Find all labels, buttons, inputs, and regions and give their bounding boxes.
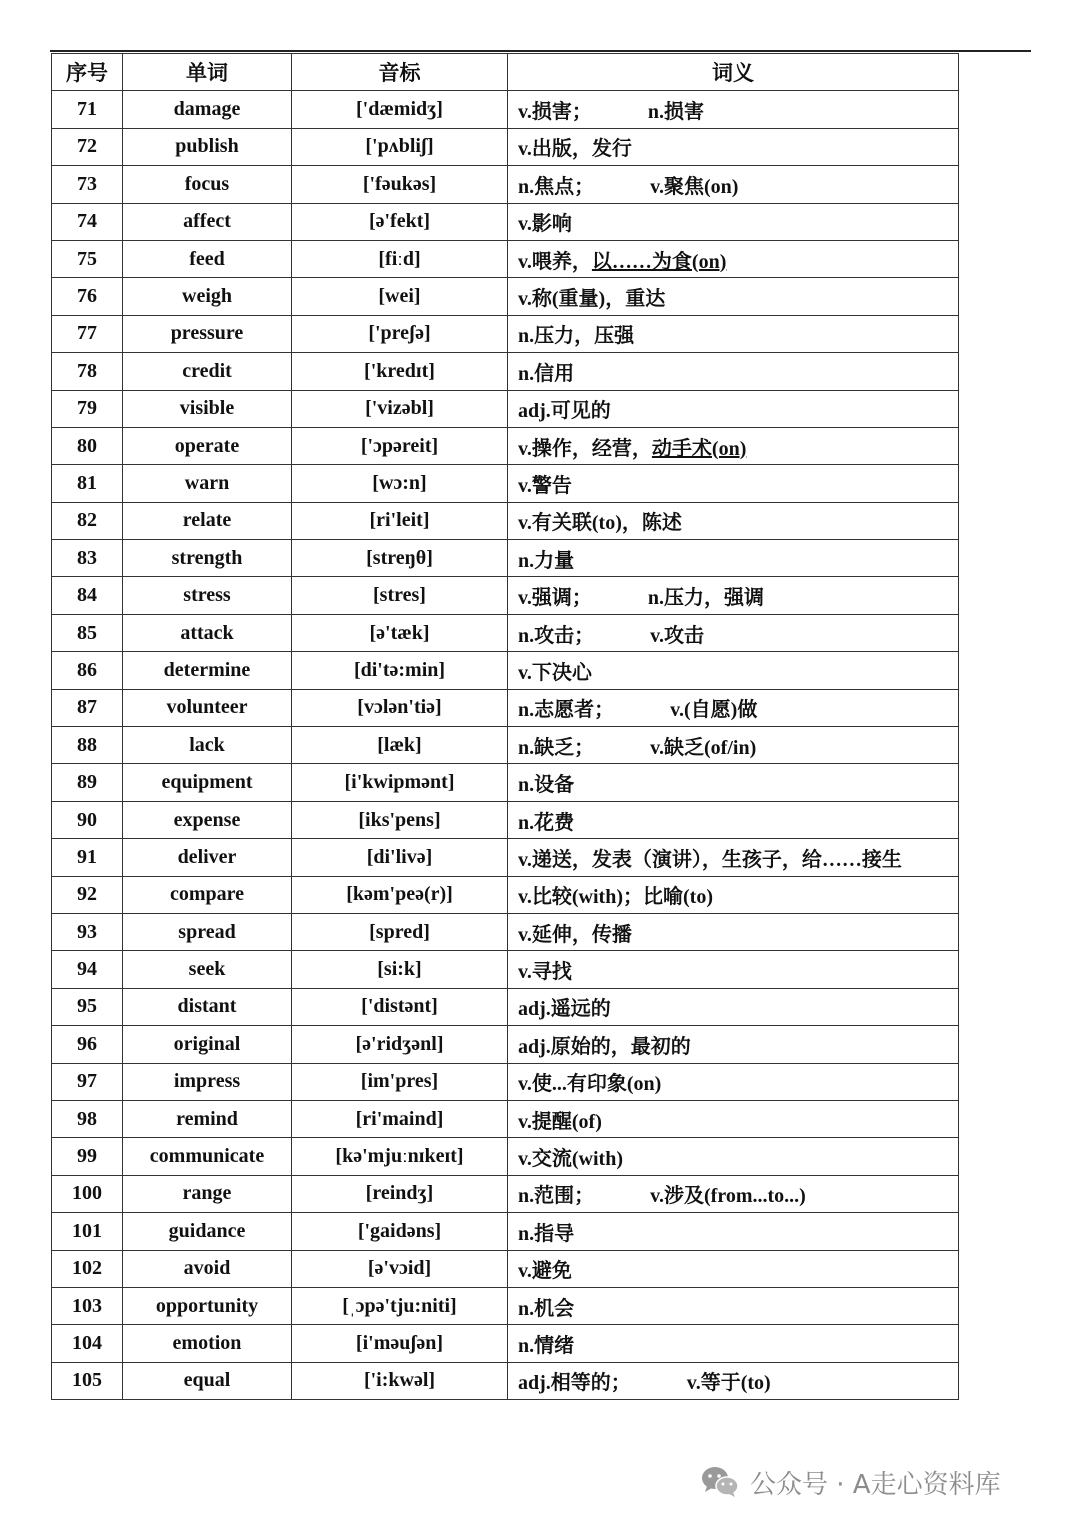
row-meaning <box>508 801 959 838</box>
row-number: 99 <box>52 1138 123 1175</box>
row-number: 97 <box>52 1063 123 1100</box>
row-phonetic: ['gaidəns] <box>292 1213 508 1250</box>
row-word: deliver <box>123 839 292 876</box>
row-phonetic: [streŋθ] <box>292 540 508 577</box>
row-number: 74 <box>52 203 123 240</box>
table-row <box>52 1063 959 1100</box>
row-meaning <box>508 390 959 427</box>
row-number: 96 <box>52 1026 123 1063</box>
row-meaning <box>508 128 959 165</box>
row-word: determine <box>123 652 292 689</box>
meaning-primary: adj.可见的 <box>518 400 611 423</box>
row-word: operate <box>123 427 292 464</box>
row-phonetic: [ri'leit] <box>292 502 508 539</box>
vocabulary-table <box>51 53 959 1400</box>
row-meaning <box>508 1138 959 1175</box>
row-meaning <box>508 1325 959 1362</box>
meaning-primary: adj.相等的； <box>518 1372 631 1395</box>
row-meaning <box>508 652 959 689</box>
row-number: 76 <box>52 278 123 315</box>
row-number: 75 <box>52 240 123 277</box>
row-meaning <box>508 540 959 577</box>
table-row <box>52 652 959 689</box>
row-number: 79 <box>52 390 123 427</box>
row-meaning <box>508 988 959 1025</box>
row-word: publish <box>123 128 292 165</box>
meaning-primary: v.寻找 <box>518 961 572 984</box>
table-row <box>52 689 959 726</box>
row-word: visible <box>123 390 292 427</box>
row-word: original <box>123 1026 292 1063</box>
row-meaning <box>508 689 959 726</box>
row-number: 72 <box>52 128 123 165</box>
row-word: opportunity <box>123 1287 292 1324</box>
row-phonetic: ['i:kwəl] <box>292 1362 508 1399</box>
meaning-primary: v.操作，经营， <box>518 437 652 460</box>
row-word: impress <box>123 1063 292 1100</box>
row-meaning <box>508 1175 959 1212</box>
row-phonetic: ['kredɪt] <box>292 353 508 390</box>
meaning-primary: n.情绪 <box>518 1334 575 1357</box>
meaning-primary: v.交流(with) <box>518 1148 623 1171</box>
meaning-secondary: n.损害 <box>647 101 705 124</box>
meaning-primary: n.范围； <box>518 1185 595 1208</box>
meaning-primary: v.有关联(to)，陈述 <box>518 512 682 535</box>
meaning-primary: v.警告 <box>518 474 572 497</box>
table-row <box>52 128 959 165</box>
meaning-primary: v.递送，发表（演讲），生孩子，给……接生 <box>518 848 902 871</box>
meaning-primary: n.指导 <box>518 1222 575 1245</box>
table-row <box>52 839 959 876</box>
row-number: 84 <box>52 577 123 614</box>
table-row <box>52 1362 959 1399</box>
row-word: guidance <box>123 1213 292 1250</box>
row-number: 91 <box>52 839 123 876</box>
header-word: 单词 <box>123 54 292 91</box>
row-phonetic: [kə'mjuːnɪkeɪt] <box>292 1138 508 1175</box>
row-meaning <box>508 839 959 876</box>
row-phonetic: ['preʃə] <box>292 315 508 352</box>
row-number: 101 <box>52 1213 123 1250</box>
row-word: damage <box>123 91 292 128</box>
row-number: 81 <box>52 465 123 502</box>
table-row <box>52 540 959 577</box>
meaning-secondary: n.压力，强调 <box>647 587 765 610</box>
row-phonetic: ['ɔpəreit] <box>292 427 508 464</box>
row-number: 90 <box>52 801 123 838</box>
table-header-row <box>52 54 959 91</box>
row-number: 92 <box>52 876 123 913</box>
table-row <box>52 203 959 240</box>
row-phonetic: [vɔlən'tiə] <box>292 689 508 726</box>
header-phonetic: 音标 <box>292 54 508 91</box>
row-meaning <box>508 1100 959 1137</box>
table-row <box>52 801 959 838</box>
row-number: 73 <box>52 166 123 203</box>
row-number: 82 <box>52 502 123 539</box>
row-meaning <box>508 240 959 277</box>
row-meaning <box>508 91 959 128</box>
table-row <box>52 427 959 464</box>
row-word: equipment <box>123 764 292 801</box>
row-phonetic: [i'məuʃən] <box>292 1325 508 1362</box>
row-meaning <box>508 913 959 950</box>
row-meaning <box>508 727 959 764</box>
row-number: 86 <box>52 652 123 689</box>
table-row <box>52 1175 959 1212</box>
row-meaning <box>508 951 959 988</box>
table-row <box>52 577 959 614</box>
row-word: affect <box>123 203 292 240</box>
row-word: pressure <box>123 315 292 352</box>
table-row <box>52 1138 959 1175</box>
row-word: feed <box>123 240 292 277</box>
row-phonetic: ['pʌbliʃ] <box>292 128 508 165</box>
row-word: relate <box>123 502 292 539</box>
meaning-primary: n.焦点； <box>518 175 595 198</box>
meaning-secondary: v.聚焦(on) <box>650 175 739 198</box>
table-row <box>52 1250 959 1287</box>
table-row <box>52 1213 959 1250</box>
table-row <box>52 764 959 801</box>
meaning-primary: n.压力，压强 <box>518 325 635 348</box>
meaning-underlined: 动手术(on) <box>651 437 747 460</box>
row-number: 94 <box>52 951 123 988</box>
row-number: 77 <box>52 315 123 352</box>
row-word: range <box>123 1175 292 1212</box>
table-row <box>52 240 959 277</box>
row-meaning <box>508 1250 959 1287</box>
row-word: strength <box>123 540 292 577</box>
table-row <box>52 278 959 315</box>
row-word: spread <box>123 913 292 950</box>
row-phonetic: [wɔ:n] <box>292 465 508 502</box>
row-word: warn <box>123 465 292 502</box>
table-row <box>52 465 959 502</box>
meaning-primary: n.机会 <box>518 1297 575 1320</box>
row-word: compare <box>123 876 292 913</box>
row-meaning <box>508 1362 959 1399</box>
meaning-primary: n.力量 <box>518 549 575 572</box>
row-phonetic: [ə'ridʒənl] <box>292 1026 508 1063</box>
row-word: stress <box>123 577 292 614</box>
row-word: communicate <box>123 1138 292 1175</box>
meaning-primary: v.避免 <box>518 1260 572 1283</box>
row-phonetic: ['dæmidʒ] <box>292 91 508 128</box>
table-row <box>52 91 959 128</box>
row-number: 100 <box>52 1175 123 1212</box>
row-meaning <box>508 315 959 352</box>
row-phonetic: [stres] <box>292 577 508 614</box>
row-meaning <box>508 876 959 913</box>
row-phonetic: [wei] <box>292 278 508 315</box>
meaning-primary: n.缺乏； <box>518 736 595 759</box>
wechat-icon <box>700 1464 740 1500</box>
row-number: 80 <box>52 427 123 464</box>
meaning-primary: n.攻击； <box>518 624 595 647</box>
row-word: emotion <box>123 1325 292 1362</box>
meaning-primary: v.称(重量)，重达 <box>518 288 666 311</box>
row-meaning <box>508 1063 959 1100</box>
table-row <box>52 1026 959 1063</box>
table-row <box>52 166 959 203</box>
meaning-primary: v.出版，发行 <box>518 138 632 161</box>
row-number: 102 <box>52 1250 123 1287</box>
table-row <box>52 353 959 390</box>
row-number: 93 <box>52 913 123 950</box>
row-phonetic: ['distənt] <box>292 988 508 1025</box>
row-phonetic: [ri'maind] <box>292 1100 508 1137</box>
row-number: 103 <box>52 1287 123 1324</box>
row-phonetic: [iks'pens] <box>292 801 508 838</box>
meaning-secondary: v.攻击 <box>650 624 705 647</box>
row-phonetic: [ə'fekt] <box>292 203 508 240</box>
row-phonetic: [ə'tæk] <box>292 614 508 651</box>
row-meaning <box>508 166 959 203</box>
table-row <box>52 502 959 539</box>
watermark <box>700 1462 1001 1502</box>
row-word: equal <box>123 1362 292 1399</box>
table-row <box>52 727 959 764</box>
row-word: focus <box>123 166 292 203</box>
row-word: weigh <box>123 278 292 315</box>
table-row <box>52 1325 959 1362</box>
meaning-primary: n.志愿者； <box>518 699 615 722</box>
row-phonetic: [di'livə] <box>292 839 508 876</box>
row-number: 87 <box>52 689 123 726</box>
meaning-primary: v.影响 <box>518 213 572 236</box>
top-rule <box>50 50 1031 52</box>
row-phonetic: [kəm'peə(r)] <box>292 876 508 913</box>
row-meaning <box>508 502 959 539</box>
row-phonetic: ['fəukəs] <box>292 166 508 203</box>
table-row <box>52 614 959 651</box>
table-row <box>52 913 959 950</box>
row-meaning <box>508 203 959 240</box>
meaning-primary: v.损害； <box>518 101 592 124</box>
row-number: 78 <box>52 353 123 390</box>
row-meaning <box>508 1213 959 1250</box>
table-row <box>52 390 959 427</box>
table-row <box>52 988 959 1025</box>
row-word: seek <box>123 951 292 988</box>
row-number: 98 <box>52 1100 123 1137</box>
row-word: attack <box>123 614 292 651</box>
meaning-primary: adj.遥远的 <box>518 998 611 1021</box>
row-phonetic: [si:k] <box>292 951 508 988</box>
meaning-secondary: v.等于(to) <box>686 1372 771 1395</box>
row-meaning <box>508 1287 959 1324</box>
meaning-underlined: 以……为食(on) <box>591 250 727 273</box>
meaning-secondary: v.缺乏(of/in) <box>650 736 757 759</box>
row-word: credit <box>123 353 292 390</box>
row-phonetic: [spred] <box>292 913 508 950</box>
meaning-primary: v.提醒(of) <box>518 1110 602 1133</box>
row-word: remind <box>123 1100 292 1137</box>
row-phonetic: [di'tə:min] <box>292 652 508 689</box>
row-meaning <box>508 353 959 390</box>
meaning-primary: n.设备 <box>518 774 575 797</box>
row-phonetic: [i'kwipmənt] <box>292 764 508 801</box>
table-row <box>52 876 959 913</box>
row-word: avoid <box>123 1250 292 1287</box>
row-phonetic: [ˌɔpə'tju:niti] <box>292 1287 508 1324</box>
row-word: distant <box>123 988 292 1025</box>
row-meaning <box>508 465 959 502</box>
meaning-primary: n.花费 <box>518 811 575 834</box>
row-meaning <box>508 577 959 614</box>
row-number: 85 <box>52 614 123 651</box>
meaning-secondary: v.涉及(from...to...) <box>650 1185 806 1208</box>
header-meaning: 词义 <box>508 54 959 91</box>
row-word: volunteer <box>123 689 292 726</box>
row-word: expense <box>123 801 292 838</box>
meaning-primary: v.使...有印象(on) <box>518 1073 662 1096</box>
row-phonetic: [reindʒ] <box>292 1175 508 1212</box>
row-number: 88 <box>52 727 123 764</box>
row-meaning <box>508 427 959 464</box>
table-row <box>52 1100 959 1137</box>
row-phonetic: ['vizəbl] <box>292 390 508 427</box>
meaning-primary: n.信用 <box>518 362 575 385</box>
table-row <box>52 1287 959 1324</box>
row-number: 83 <box>52 540 123 577</box>
row-phonetic: [læk] <box>292 727 508 764</box>
meaning-primary: v.比较(with)；比喻(to) <box>518 886 713 909</box>
meaning-secondary: v.(自愿)做 <box>670 699 758 722</box>
meaning-primary: v.喂养， <box>518 250 592 273</box>
row-number: 89 <box>52 764 123 801</box>
row-phonetic: [fiːd] <box>292 240 508 277</box>
header-number: 序号 <box>52 54 123 91</box>
row-meaning <box>508 1026 959 1063</box>
row-word: lack <box>123 727 292 764</box>
watermark-text: 公众号 · A走心资料库 <box>750 1469 1001 1500</box>
row-number: 95 <box>52 988 123 1025</box>
row-phonetic: [im'pres] <box>292 1063 508 1100</box>
row-meaning <box>508 614 959 651</box>
meaning-primary: adj.原始的，最初的 <box>518 1035 691 1058</box>
row-number: 71 <box>52 91 123 128</box>
row-number: 105 <box>52 1362 123 1399</box>
meaning-primary: v.下决心 <box>518 661 592 684</box>
meaning-primary: v.延伸，传播 <box>518 923 632 946</box>
row-number: 104 <box>52 1325 123 1362</box>
row-meaning <box>508 278 959 315</box>
table-row <box>52 315 959 352</box>
row-phonetic: [ə'vɔid] <box>292 1250 508 1287</box>
row-meaning <box>508 764 959 801</box>
table-row <box>52 951 959 988</box>
meaning-primary: v.强调； <box>518 587 592 610</box>
